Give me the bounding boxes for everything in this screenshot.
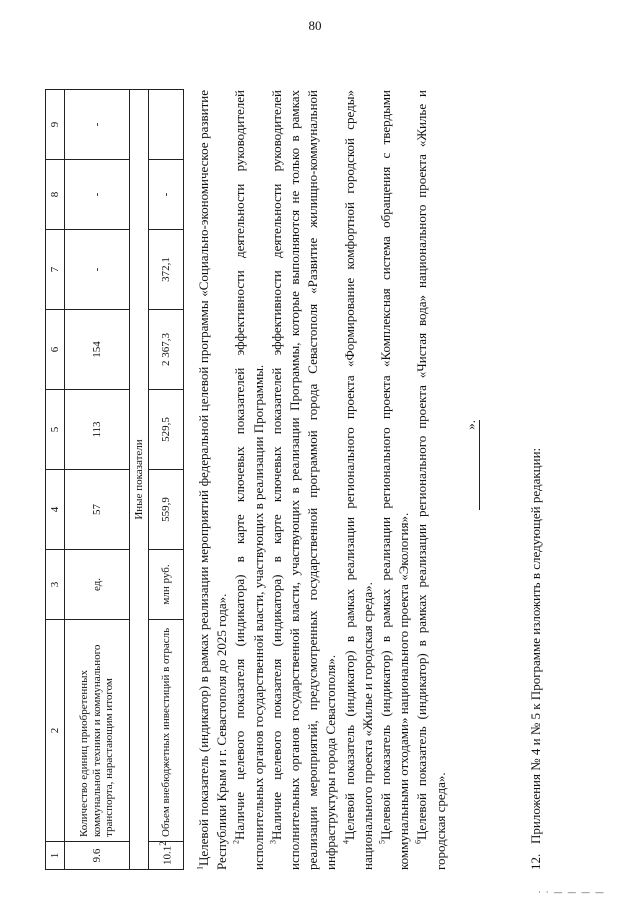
item-12-number: 12. — [528, 853, 543, 870]
group-label: Иные показатели — [130, 90, 149, 870]
col-header: 8 — [46, 160, 65, 230]
footnote — [268, 90, 341, 870]
footnote-marker: 5 — [377, 840, 387, 844]
col-header: 3 — [46, 550, 65, 620]
col-header: 1 — [46, 842, 65, 870]
footnote-marker: 1 — [195, 866, 205, 870]
value-cell: 57 — [65, 470, 130, 550]
scan-artifact-marks: · · — — — — — [538, 888, 606, 898]
unit-cell: ед. — [65, 550, 130, 620]
table-group-row — [130, 90, 149, 870]
page-number: 80 — [308, 18, 322, 33]
item-12-text: Приложения № 4 и № 5 к Программе изложить в следующей редакции: — [528, 447, 543, 844]
value-cell: - — [65, 160, 130, 230]
footnote-text: Целевой показатель (индикатор) в рамках реализации мероприятий федеральной целевой программы «Социально-экономическое развитие Республики Крым и г. Севастополя до 2025 года». — [196, 90, 230, 870]
row-number-sup: 2 — [157, 841, 168, 846]
col-header: 7 — [46, 230, 65, 310]
col-header: 6 — [46, 310, 65, 390]
col-header: 9 — [46, 90, 65, 160]
footnote-text: Целевой показатель (индикатор) в рамках реализации регионального проекта «Чистая вода» национального проекта «Жилье и городская среда». — [414, 90, 448, 870]
value-cell: 154 — [65, 310, 130, 390]
col-header: 5 — [46, 390, 65, 470]
footnote-text: Наличие целевого показателя (индикатора) в карте ключевых показателей эффективности деятельности руководителей исполнительных органов государственной власти, участвующих в реализации Программы, которые выполняются не только в рамках реализации мероприятий, предусмотренных государственной программой города Севастополя «Развитие жилищно-коммунальной инфраструктуры города Севастополя». — [268, 90, 339, 870]
value-cell: 559,9 — [149, 470, 184, 550]
value-cell: - — [65, 230, 130, 310]
value-cell — [149, 90, 184, 160]
value-cell: 529,5 — [149, 390, 184, 470]
item-12 — [527, 90, 545, 870]
rotated-content — [45, 50, 585, 870]
footnote — [413, 90, 449, 870]
value-cell: - — [65, 90, 130, 160]
footnote-marker: 4 — [341, 840, 351, 844]
table-header-row — [46, 90, 65, 870]
footnote-marker: 6 — [414, 840, 424, 844]
footnotes — [195, 90, 450, 870]
value-cell: - — [149, 160, 184, 230]
value-cell: 372,1 — [149, 230, 184, 310]
row-number: 9.6 — [65, 842, 130, 870]
footnote-text: Наличие целевого показателя (индикатора) в карте ключевых показателей эффективности деятельности руководителей исполнительных органов государственной власти, участвующих в реализации Программы. — [232, 90, 266, 870]
col-header: 2 — [46, 620, 65, 842]
end-quote-mark: ». — [463, 420, 480, 510]
table-row — [149, 90, 184, 870]
indicator-name: Объем внебюджетных инвестиций в отрасль — [149, 620, 184, 842]
unit-cell: млн руб. — [149, 550, 184, 620]
row-number-text: 10.1 — [161, 845, 174, 865]
row-number — [149, 842, 184, 870]
col-header: 4 — [46, 470, 65, 550]
footnote — [341, 90, 377, 870]
value-cell: 2 367,3 — [149, 310, 184, 390]
footnote — [231, 90, 267, 870]
footnote-marker: 2 — [232, 840, 242, 844]
table-row — [65, 90, 130, 870]
value-cell: 113 — [65, 390, 130, 470]
indicators-table — [45, 89, 184, 870]
footnote-text: Целевой показатель (индикатор) в рамках реализации регионального проекта «Комплексная система обращения с твердыми коммунальными отходами» национального проекта «Экология». — [378, 90, 412, 870]
indicator-name: Количество единиц приобретенных коммунальной техники и коммунального транспорта, нарастающим итогом — [65, 620, 130, 842]
footnote-text: Целевой показатель (индикатор) в рамках реализации регионального проекта «Формирование комфортной городской среды» национального проекта «Жилье и городская среда». — [341, 90, 375, 870]
footnote — [377, 90, 413, 870]
footnote-marker: 3 — [268, 840, 278, 844]
footnote — [195, 90, 231, 870]
